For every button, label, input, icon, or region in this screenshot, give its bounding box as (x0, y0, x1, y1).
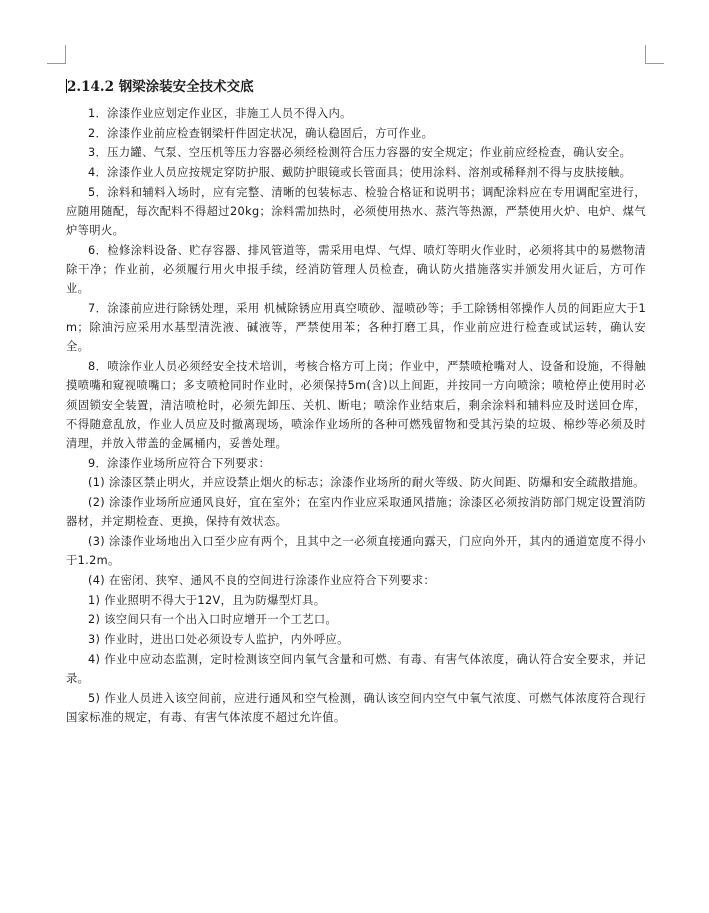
paragraph-9-2: (2) 涂漆作业场所应通风良好，宜在室外；在室内作业应采取通风措施；涂漆区必须按消防部门规定设置消防器材，并定期检查、更换，保持有效状态。 (66, 496, 646, 529)
top-left-crop-mark (47, 45, 66, 64)
paragraph-6: 6．检修涂料设备、贮存容器、排风管道等，需采用电焊、气焊、喷灯等明火作业时，必须将其中的易燃物清除干净；作业前，必须履行用火申报手续，经消防管理人员检查，确认防火措施落实并颁发用火证后，方可作业。 (66, 243, 646, 296)
paragraph-8: 8．喷涂作业人员必须经安全技术培训，考核合格方可上岗；作业中，严禁喷枪嘴对人、设备和设施，不得触摸喷嘴和窥视喷嘴口；多支喷枪同时作业时，必须保持5m(含)以上间距，并按同一方向喷涂；喷枪停止使用时必须固锁安全装置，清洁喷枪时，必须先卸压、关机、断电；喷涂作业结束后，剩余涂料和辅料应及时送回仓库，不得随意乱放，作业人员应及时撤离现场，喷涂作业场所的各种可燃残留物和受其污染的垃圾、棉纱等必须及时清理，并放入带盖的金属桶内，妥善处理。 (66, 360, 646, 450)
paragraph-9: 9．涂漆作业场所应符合下列要求： (88, 456, 271, 470)
paragraph-9-4: (4) 在密闭、狭窄、通风不良的空间进行涂漆作业应符合下列要求： (88, 573, 436, 587)
paragraph-9-4-5: 5) 作业人员进入该空间前，应进行通风和空气检测，确认该空间内空气中氧气浓度、可燃气体浓度符合现行国家标准的规定，有毒、有害气体浓度不超过允许值。 (66, 691, 646, 724)
paragraph-9-3: (3) 涂漆作业场地出入口至少应有两个，且其中之一必须直接通向露天，门应向外开，其内的通道宽度不得小于1.2m。 (66, 534, 646, 568)
paragraph-9-4-4: 4) 作业中应动态监测，定时检测该空间内氧气含量和可燃、有毒、有害气体浓度，确认符合安全要求，并记录。 (66, 652, 646, 685)
document-body[interactable] (66, 74, 646, 728)
section-title: 钢梁涂装安全技术交底 (118, 79, 254, 95)
paragraph-1: 1．涂漆作业应划定作业区，非施工人员不得入内。 (88, 107, 352, 120)
paragraph-2: 2．涂漆作业前应检查钢梁杆件固定状况，确认稳固后，方可作业。 (88, 126, 434, 140)
top-right-crop-mark (645, 45, 664, 64)
section-number: 2.14.2 (67, 79, 114, 95)
paragraph-9-4-3: 3) 作业时，进出口处必须设专人监护，内外呼应。 (88, 632, 349, 646)
paragraph-9-4-2: 2) 该空间只有一个出入口时应增开一个工艺口。 (88, 613, 338, 627)
paragraph-9-4-1: 1) 作业照明不得大于12V，且为防爆型灯具。 (88, 593, 326, 607)
paragraph-7: 7．涂漆前应进行除锈处理，采用 机械除锈应用真空喷砂、湿喷砂等；手工除锈相邻操作人员的间距应大于1m；除油污应采用水基型清洗液、碱液等，严禁使用苯；各种打磨工具，作业前应进行检查或试运转，确认安全。 (66, 302, 646, 354)
paragraph-5: 5．涂料和辅料入场时，应有完整、清晰的包装标志、检验合格证和说明书；调配涂料应在专用调配室进行，应随用随配，每次配料不得超过20kg；涂料需加热时，必须使用热水、蒸汽等热源，严禁使用火炉、电炉、煤气炉等明火。 (66, 185, 646, 238)
section-heading (66, 74, 646, 100)
paragraph-4: 4．涂漆作业人员应按规定穿防护服、戴防护眼镜或长管面具；使用涂料、溶剂或稀释剂不得与皮肤接触。 (88, 166, 632, 180)
paragraph-9-1: (1) 涂漆区禁止明火，并应设禁止烟火的标志；涂漆作业场所的耐火等级、防火间距、防爆和安全疏散措施。 (88, 476, 645, 490)
paragraph-3: 3．压力罐、气泵、空压机等压力容器必须经检测符合压力容器的安全规定；作业前应经检查，确认安全。 (88, 146, 632, 160)
